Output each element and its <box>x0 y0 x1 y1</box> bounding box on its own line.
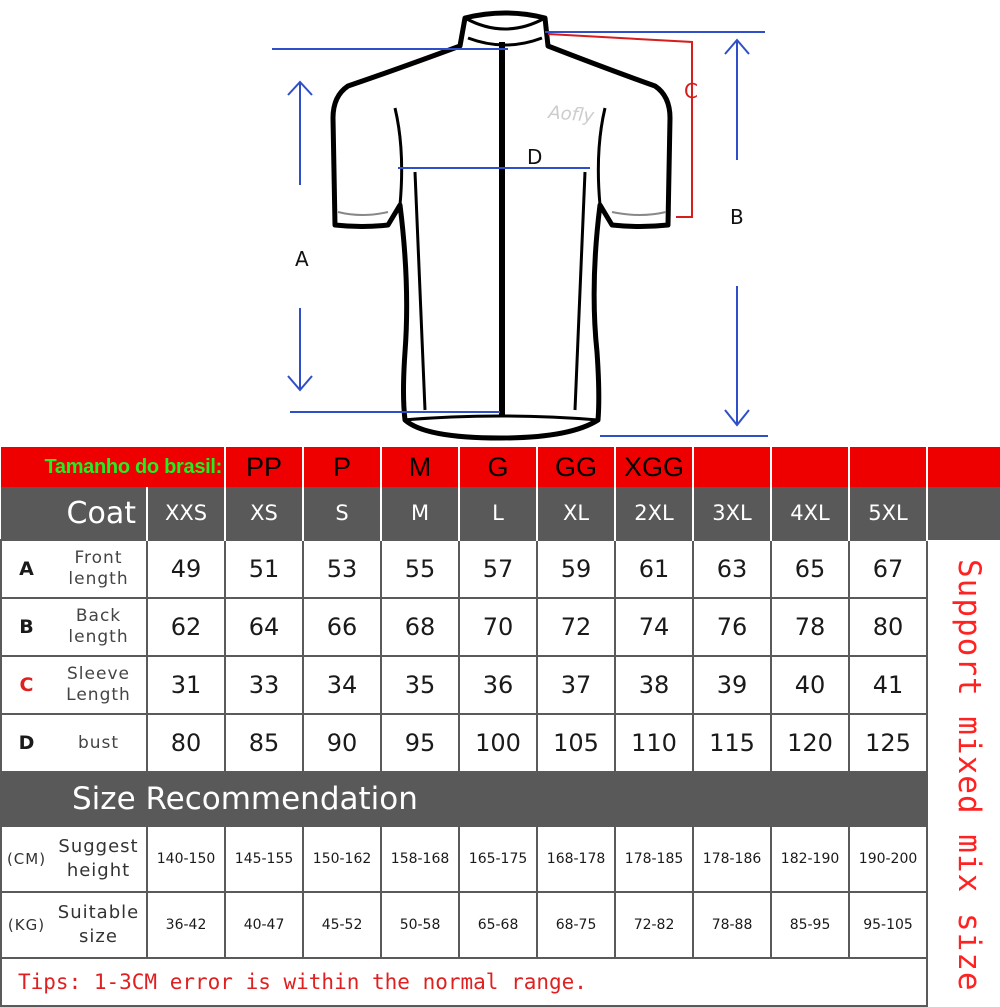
table-cell: 36 <box>459 656 537 714</box>
coat-size: XL <box>537 487 615 540</box>
table-cell: 178-186 <box>693 826 771 892</box>
coat-size: 4XL <box>771 487 849 540</box>
measure-row-d <box>1 714 1000 772</box>
table-cell: 39 <box>693 656 771 714</box>
table-cell: 31 <box>147 656 225 714</box>
unit-label: (KG) <box>1 892 51 958</box>
brazil-size-title: Tamanho do brasil: <box>1 447 225 487</box>
measure-row-b <box>1 598 1000 656</box>
row-label: Suitable size <box>51 892 147 958</box>
mixed-size-note: Support mixed mix size <box>951 559 987 992</box>
table-cell: 64 <box>225 598 303 656</box>
unit-label: (CM) <box>1 826 51 892</box>
coat-size: S <box>303 487 381 540</box>
table-cell: 59 <box>537 540 615 598</box>
table-cell: 150-162 <box>303 826 381 892</box>
measure-row-a <box>1 540 1000 598</box>
label-d: D <box>527 145 543 169</box>
coat-header-row <box>1 487 1000 540</box>
row-label: Back length <box>51 598 147 656</box>
tips-text: Tips: 1-3CM error is within the normal range. <box>1 958 927 1006</box>
table-cell: 62 <box>147 598 225 656</box>
table-cell: 110 <box>615 714 693 772</box>
recommendation-title: Size Recommendation <box>1 772 927 826</box>
row-label: bust <box>51 714 147 772</box>
coat-size: XS <box>225 487 303 540</box>
table-cell: 68 <box>381 598 459 656</box>
table-cell: 51 <box>225 540 303 598</box>
table-cell: 72-82 <box>615 892 693 958</box>
table-cell: 120 <box>771 714 849 772</box>
brazil-size: M <box>381 447 459 487</box>
table-cell: 45-52 <box>303 892 381 958</box>
table-cell: 66 <box>303 598 381 656</box>
table-cell: 105 <box>537 714 615 772</box>
table-cell: 100 <box>459 714 537 772</box>
coat-size: M <box>381 487 459 540</box>
row-letter: B <box>1 598 51 656</box>
brazil-size <box>927 447 1000 487</box>
table-cell: 125 <box>849 714 927 772</box>
brazil-size: PP <box>225 447 303 487</box>
table-cell: 63 <box>693 540 771 598</box>
table-cell: 68-75 <box>537 892 615 958</box>
label-b: B <box>730 205 744 229</box>
table-cell: 65-68 <box>459 892 537 958</box>
brazil-size: G <box>459 447 537 487</box>
table-cell: 40-47 <box>225 892 303 958</box>
table-cell: 33 <box>225 656 303 714</box>
jersey-diagram <box>0 0 1000 450</box>
table-cell: 115 <box>693 714 771 772</box>
coat-size: 2XL <box>615 487 693 540</box>
table-cell: 57 <box>459 540 537 598</box>
weight-row <box>1 892 1000 958</box>
table-cell: 61 <box>615 540 693 598</box>
row-label: Front length <box>51 540 147 598</box>
table-cell: 178-185 <box>615 826 693 892</box>
table-cell: 53 <box>303 540 381 598</box>
table-cell: 168-178 <box>537 826 615 892</box>
table-cell: 145-155 <box>225 826 303 892</box>
table-cell: 40 <box>771 656 849 714</box>
table-cell: 50-58 <box>381 892 459 958</box>
watermark-logo: Aofly <box>547 102 595 127</box>
table-cell: 78 <box>771 598 849 656</box>
table-cell: 72 <box>537 598 615 656</box>
brazil-size: XGG <box>615 447 693 487</box>
row-letter: D <box>1 714 51 772</box>
table-cell: 41 <box>849 656 927 714</box>
table-cell: 90 <box>303 714 381 772</box>
tips-row <box>1 958 1000 1006</box>
label-a: A <box>295 247 309 271</box>
table-cell: 190-200 <box>849 826 927 892</box>
table-cell: 34 <box>303 656 381 714</box>
recommendation-header-row <box>1 772 1000 826</box>
size-chart-table <box>0 447 1000 1007</box>
coat-size: L <box>459 487 537 540</box>
row-letter: A <box>1 540 51 598</box>
table-cell: 95-105 <box>849 892 927 958</box>
table-cell: 49 <box>147 540 225 598</box>
table-cell: 95 <box>381 714 459 772</box>
table-cell: 74 <box>615 598 693 656</box>
coat-label: Coat <box>1 487 147 540</box>
table-cell: 38 <box>615 656 693 714</box>
brazil-size <box>771 447 849 487</box>
table-cell: 76 <box>693 598 771 656</box>
table-cell: 80 <box>147 714 225 772</box>
label-c: C <box>684 79 698 103</box>
table-cell: 182-190 <box>771 826 849 892</box>
table-cell: 37 <box>537 656 615 714</box>
brazil-size <box>693 447 771 487</box>
coat-size: XXS <box>147 487 225 540</box>
table-cell: 78-88 <box>693 892 771 958</box>
row-label: Sleeve Length <box>51 656 147 714</box>
table-cell: 158-168 <box>381 826 459 892</box>
table-cell: 35 <box>381 656 459 714</box>
table-cell: 67 <box>849 540 927 598</box>
row-letter: C <box>1 656 51 714</box>
table-cell: 70 <box>459 598 537 656</box>
brazil-size-row <box>1 447 1000 487</box>
table-cell: 80 <box>849 598 927 656</box>
brazil-size: P <box>303 447 381 487</box>
brazil-size <box>849 447 927 487</box>
height-row <box>1 826 1000 892</box>
coat-size: 5XL <box>849 487 927 540</box>
row-label: Suggest height <box>51 826 147 892</box>
coat-size: 3XL <box>693 487 771 540</box>
table-cell: 36-42 <box>147 892 225 958</box>
table-cell: 85-95 <box>771 892 849 958</box>
table-cell: 85 <box>225 714 303 772</box>
table-cell: 140-150 <box>147 826 225 892</box>
table-cell: 55 <box>381 540 459 598</box>
table-cell: 65 <box>771 540 849 598</box>
measure-row-c <box>1 656 1000 714</box>
brazil-size: GG <box>537 447 615 487</box>
table-cell: 165-175 <box>459 826 537 892</box>
